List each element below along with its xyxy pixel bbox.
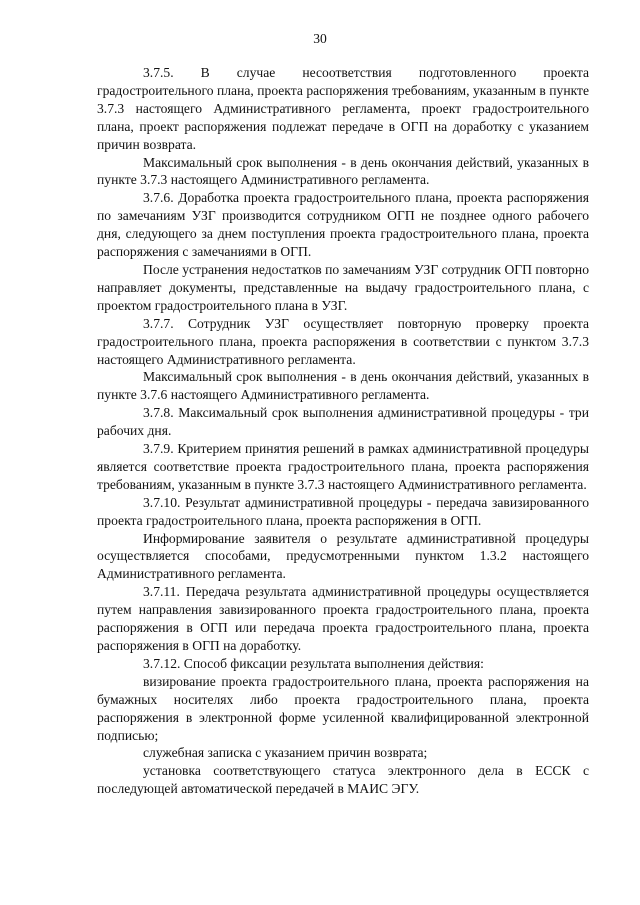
paragraph-3-7-7: 3.7.7. Сотрудник УЗГ осуществляет повторную проверку проекта градостроительного плана, проекта распоряжения в соответствии с пунктом 3.7.3 настоящего Административного регламента. [97, 315, 589, 367]
paragraph-deadline-3-7-3: Максимальный срок выполнения - в день окончания действий, указанных в пункте 3.7.3 настоящего Административного регламента. [97, 154, 589, 188]
paragraph-resubmission: После устранения недостатков по замечаниям УЗГ сотрудник ОГП повторно направляет документы, представленные на выдачу градостроительного плана, с проектом градостроительного плана в УЗГ. [97, 261, 589, 313]
paragraph-3-7-12: 3.7.12. Способ фиксации результата выполнения действия: [143, 655, 484, 671]
document-body [97, 64, 589, 798]
paragraph-informing: Информирование заявителя о результате административной процедуры осуществляется способами, предусмотренными пунктом 1.3.2 настоящего Административного регламента. [97, 530, 589, 582]
paragraph-3-7-6: 3.7.6. Доработка проекта градостроительного плана, проекта распоряжения по замечаниям УЗГ производится сотрудником ОГП не позднее одного рабочего дня, следующего за днем поступления проекта градостроительного плана, проекта распоряжения с замечаниями в ОГП. [97, 190, 589, 260]
paragraph-3-7-9: 3.7.9. Критерием принятия решений в рамках административной процедуры является соответствие проекта градостроительного плана, проекта распоряжения требованиям, указанным в пункте 3.7.3 настоящего Административного регламента. [97, 441, 589, 492]
paragraph-3-7-11: 3.7.11. Передача результата административной процедуры осуществляется путем направления завизированного проекта градостроительного плана, проекта распоряжения в ОГП или передача проекта градостроительного плана, проекта распоряжения в ОГП на доработку. [97, 584, 589, 653]
paragraph-3-7-10: 3.7.10. Результат административной процедуры - передача завизированного проекта градостроительного плана, проекта распоряжения в ОГП. [97, 494, 589, 528]
paragraph-status-setting: установка соответствующего статуса электронного дела в ЕССК с последующей автоматической передачей в МАИС ЭГУ. [97, 763, 589, 797]
paragraph-deadline-3-7-6: Максимальный срок выполнения - в день окончания действий, указанных в пункте 3.7.6 настоящего Административного регламента. [97, 369, 589, 403]
paragraph-3-7-5: 3.7.5. В случае несоответствия подготовленного проекта градостроительного плана, проекта распоряжения требованиям, указанным в пункте 3.7.3 настоящего Административного регламента, проект градостроительного плана, проект распоряжения подлежат передаче в ОГП на доработку с указанием причин возврата. [97, 65, 589, 152]
paragraph-service-note: служебная записка с указанием причин возврата; [143, 745, 428, 761]
paragraph-3-7-8: 3.7.8. Максимальный срок выполнения административной процедуры - три рабочих дня. [97, 405, 589, 439]
page-number: 30 [313, 31, 327, 46]
paragraph-visa: визирование проекта градостроительного плана, проекта распоряжения на бумажных носителях либо проекта градостроительного плана, проекта распоряжения в электронной форме усиленной квалифицированной электронной подписью; [97, 673, 589, 743]
